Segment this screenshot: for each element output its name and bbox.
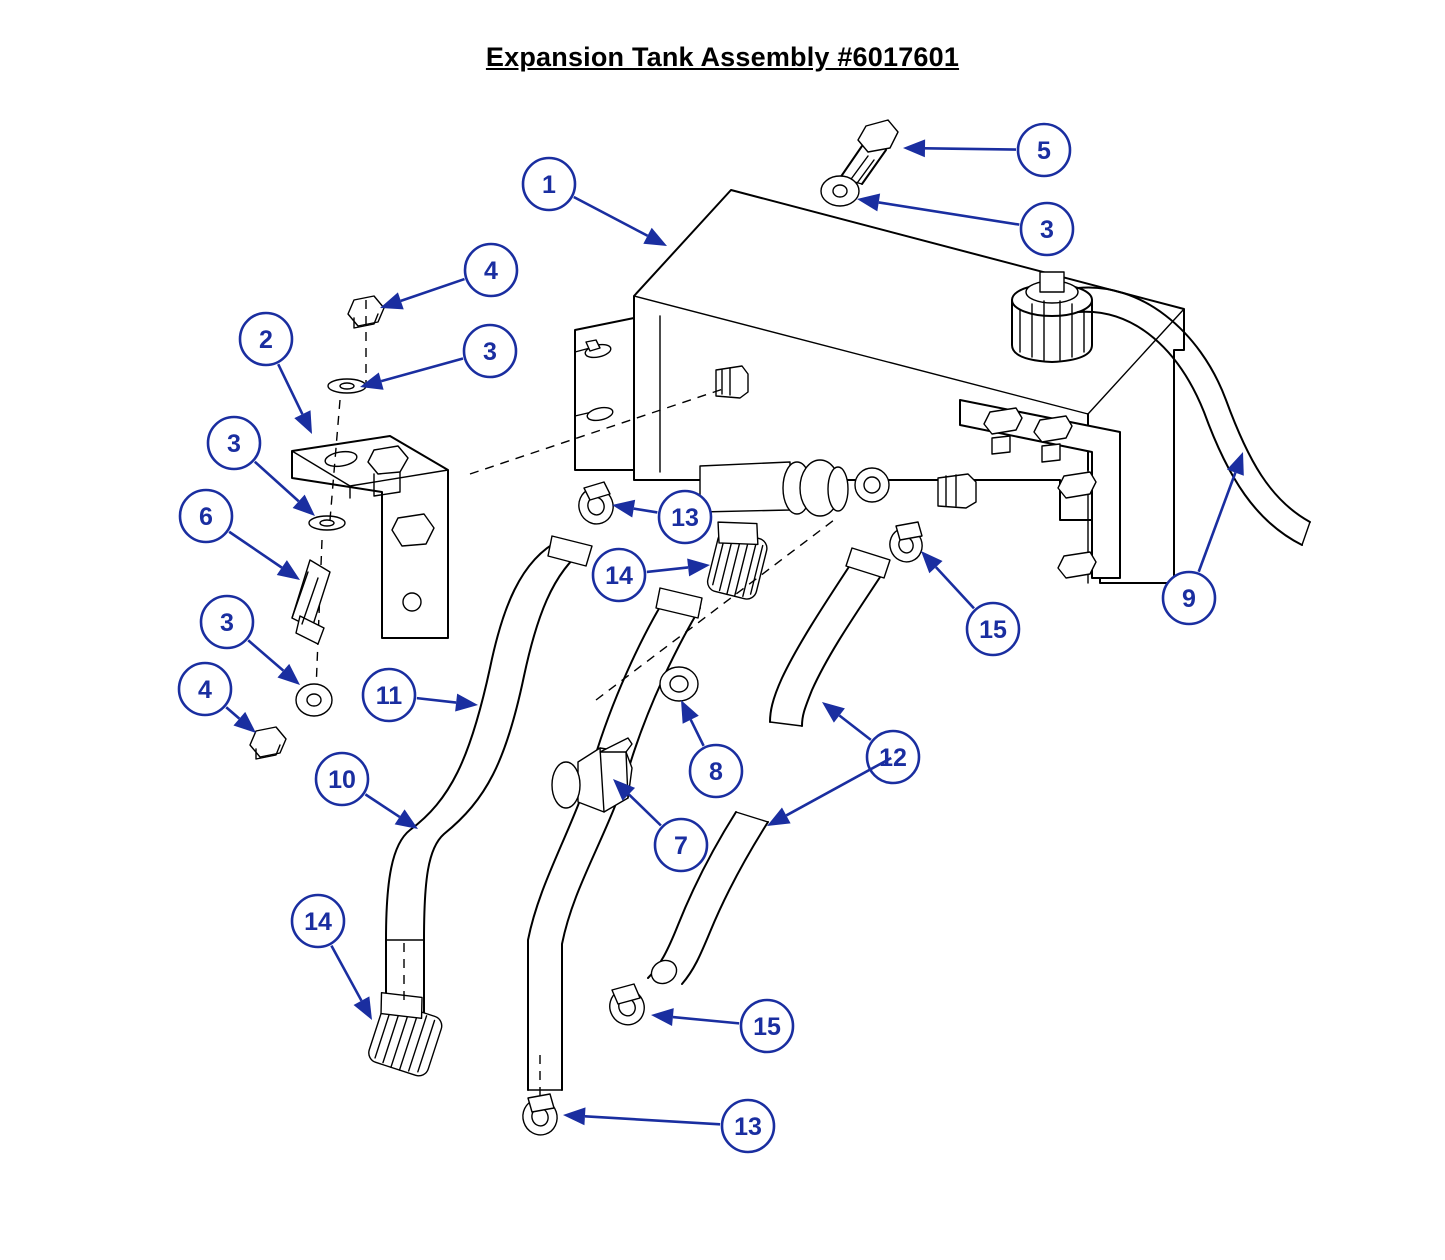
callout-number: 10 xyxy=(328,766,356,794)
callout-14[interactable] xyxy=(593,549,710,601)
callout-number: 14 xyxy=(605,562,633,590)
callout-3[interactable] xyxy=(360,325,516,390)
page-title: Expansion Tank Assembly #6017601 xyxy=(485,42,960,72)
leader-arrowhead xyxy=(857,194,880,212)
leader-line xyxy=(691,720,704,746)
leader-arrowhead xyxy=(455,694,478,712)
callout-9[interactable] xyxy=(1163,452,1244,624)
leader-line xyxy=(365,794,399,817)
callout-number: 13 xyxy=(734,1113,762,1141)
callout-13[interactable] xyxy=(563,1100,774,1152)
callout-13[interactable] xyxy=(612,491,711,543)
leader-line xyxy=(331,946,361,1001)
callout-number: 3 xyxy=(1040,216,1054,244)
leader-arrowhead xyxy=(354,996,372,1020)
leader-line xyxy=(417,698,456,702)
callout-number: 6 xyxy=(199,503,213,531)
leader-arrowhead xyxy=(903,139,925,157)
callout-number: 7 xyxy=(674,832,688,860)
leader-line xyxy=(226,707,239,718)
leader-line xyxy=(925,148,1016,149)
callout-15[interactable] xyxy=(921,551,1019,655)
leader-arrowhead xyxy=(360,372,384,389)
leader-arrowhead xyxy=(277,560,300,580)
callout-2[interactable] xyxy=(240,313,312,434)
callout-number: 8 xyxy=(709,758,723,786)
callout-number: 13 xyxy=(671,504,699,532)
callout-14[interactable] xyxy=(292,895,372,1020)
callout-number: 15 xyxy=(753,1013,781,1041)
callout-number: 5 xyxy=(1037,137,1051,165)
leader-line xyxy=(255,462,299,502)
leader-line xyxy=(585,1116,720,1124)
leader-arrowhead xyxy=(380,292,404,309)
leader-line xyxy=(1199,473,1236,572)
leader-line xyxy=(278,364,302,414)
leader-line xyxy=(786,758,891,815)
leader-arrowhead xyxy=(651,1008,674,1026)
leader-arrowhead xyxy=(767,808,791,826)
leader-line xyxy=(839,715,870,739)
leader-line xyxy=(229,532,282,568)
leader-arrowhead xyxy=(612,500,635,518)
leader-line xyxy=(634,509,658,513)
callout-number: 15 xyxy=(979,616,1007,644)
leader-arrowhead xyxy=(687,558,710,576)
leader-line xyxy=(673,1017,739,1023)
callout-15[interactable] xyxy=(651,1000,793,1052)
callout-7[interactable] xyxy=(613,779,707,871)
leader-line xyxy=(248,640,283,670)
leader-line xyxy=(574,197,648,236)
callout-4[interactable] xyxy=(179,663,256,733)
callout-number: 12 xyxy=(879,744,907,772)
leader-arrowhead xyxy=(395,809,418,829)
callout-6[interactable] xyxy=(180,490,300,580)
leader-line xyxy=(381,358,463,381)
callout-number: 4 xyxy=(198,676,212,704)
callout-10[interactable] xyxy=(316,753,418,829)
callout-number: 3 xyxy=(220,609,234,637)
callout-8[interactable] xyxy=(681,700,742,797)
callout-number: 4 xyxy=(484,257,498,285)
callout-12[interactable] xyxy=(767,758,891,826)
leader-line xyxy=(936,567,974,608)
leader-line xyxy=(647,567,688,572)
callout-number: 14 xyxy=(304,908,332,936)
callout-number: 3 xyxy=(483,338,497,366)
callout-5[interactable] xyxy=(903,124,1070,176)
callout-number: 1 xyxy=(542,171,556,199)
callout-3[interactable] xyxy=(857,194,1073,255)
callout-number: 11 xyxy=(375,682,403,710)
callout-12[interactable] xyxy=(822,702,919,783)
callout-4[interactable] xyxy=(380,244,517,309)
callout-number: 2 xyxy=(259,326,273,354)
leader-line xyxy=(879,202,1020,224)
callout-number: 9 xyxy=(1182,585,1196,613)
leader-line xyxy=(629,794,661,825)
callout-number: 3 xyxy=(227,430,241,458)
callout-1[interactable] xyxy=(523,158,667,246)
callout-11[interactable] xyxy=(363,669,478,721)
leader-arrowhead xyxy=(822,702,845,723)
leader-arrowhead xyxy=(1227,452,1244,476)
leader-line xyxy=(401,279,465,301)
leader-arrowhead xyxy=(563,1107,585,1125)
